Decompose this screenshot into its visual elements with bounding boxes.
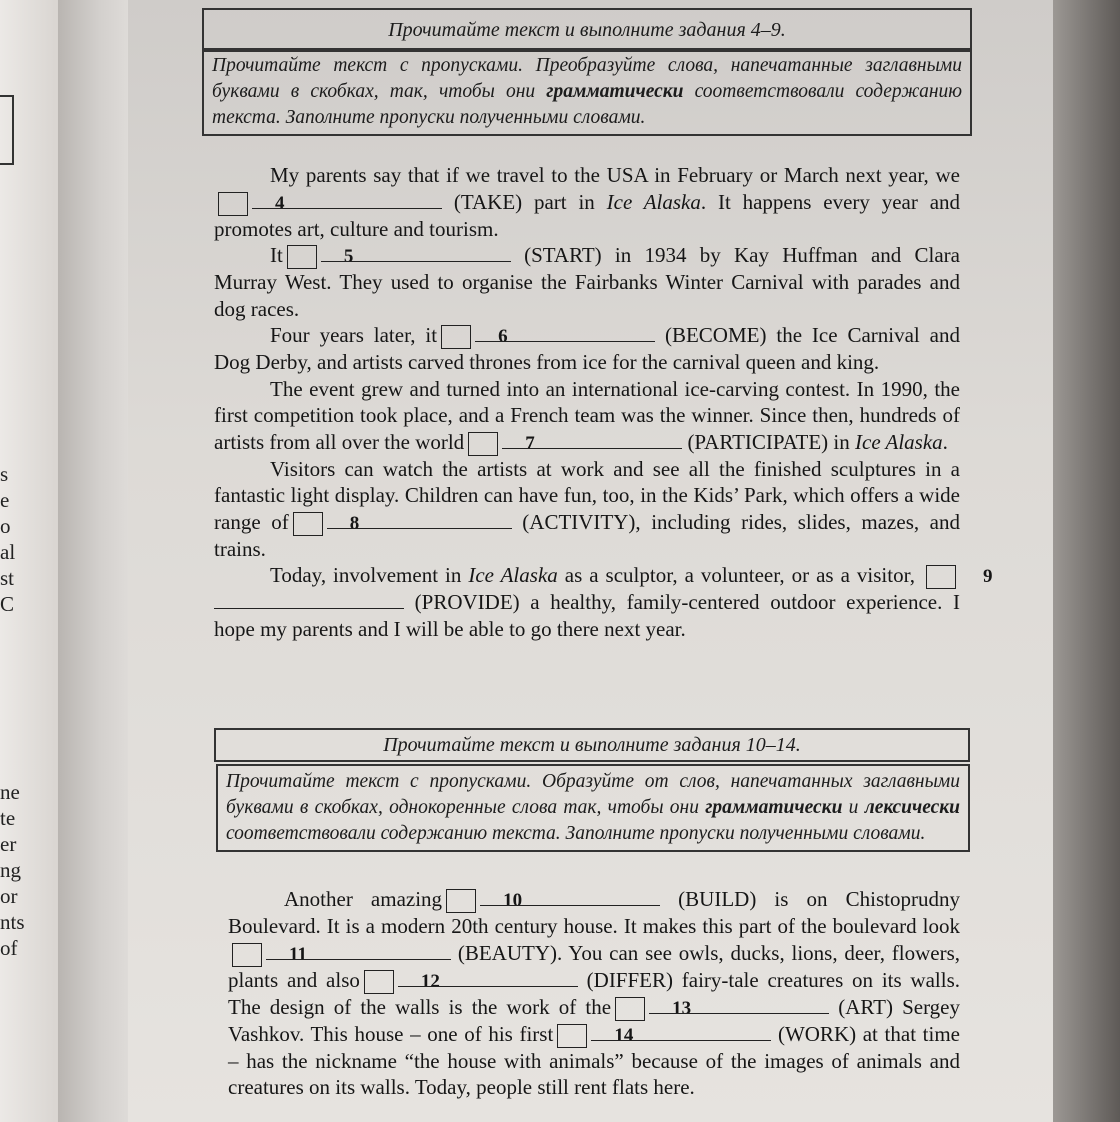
page-edge [1053,0,1120,1122]
left-fragment: ne [0,780,20,804]
text: (PARTICIPATE) in [687,429,855,454]
instruction-text: Прочитайте текст с пропусками. Образуйте от слов, напечатанных заглавными буквами в скобках, однокоренные слова так, чтобы они [226,771,960,818]
left-fragment: o [0,514,11,538]
text: Four years later, it [270,323,438,347]
left-fragment: ng [0,858,21,882]
text: (WORK) at that time – has the nickname “the house with animals” because of the images of animals and creatures on its walls. Today, people still rent flats here. [228,1021,960,1099]
text: (PROVIDE) a healthy, family-centered outdoor experience. I hope my parents and I will be able to go there next year. [214,590,960,641]
text: The event grew and turned into an international ice-carving contest. In 1990, the first competition took place, and a French team was the winner. Since then, hundreds of artists from all over the world [214,376,960,454]
text: (ACTIVITY), including rides, slides, mazes, and trains. [214,509,961,561]
instruction-text: соответствовали содержанию текста. Заполните пропуски полученными словами. [226,823,926,844]
gap-number-9: 9 [926,565,956,589]
paragraph [214,456,960,563]
section2-instruction [216,764,970,852]
answer-blank-5[interactable] [321,243,511,262]
paragraph [214,322,960,376]
left-fragment: s [0,462,9,486]
text: It [270,243,283,267]
gap-number-14: 14 [557,1024,587,1048]
left-page-box [0,95,14,165]
left-page [0,0,58,1122]
left-fragment: of [0,936,18,960]
text-italic: Ice Alaska [468,563,558,587]
answer-blank-11[interactable] [266,941,451,960]
text-ice-alaska [214,162,993,642]
paragraph [214,162,960,242]
gap-number-8: 8 [293,512,323,536]
instruction-text: и [842,797,865,818]
text-house-with-animals [228,886,960,1101]
text: (TAKE) part in [453,189,607,214]
answer-blank-7[interactable] [502,430,682,449]
text: Today, involvement in [270,563,469,587]
answer-blank-13[interactable] [649,995,829,1014]
left-fragment: e [0,488,10,512]
text: (START) in 1934 by Kay Huffman and Clara Murray West. They used to organise the Fairbanks Winter Carnival with parades and dog races. [214,243,960,321]
left-fragment: al [0,540,16,564]
text-italic: Ice Alaska [606,189,701,214]
text: as a sculptor, a volunteer, or as a visitor, [557,563,915,587]
left-fragment: C [0,592,15,616]
answer-blank-9[interactable] [214,590,404,609]
instruction-bold: грамматически [705,797,843,818]
section1-title: Прочитайте текст и выполните задания 4–9. [202,8,972,52]
instruction-bold: лексически [864,797,961,818]
text: Visitors can watch the artists at work and see all the finished sculptures in a fantastic light display. Children can have fun, too, in the Kids’ Park, which offers a wide range of [214,456,960,534]
text: Another amazing [284,887,443,911]
book-gutter [58,0,128,1122]
section1-instruction [202,48,972,136]
paragraph [214,562,993,642]
gap-number-12: 12 [364,970,394,994]
answer-blank-6[interactable] [475,323,655,342]
text: (DIFFER) fairy-tale creatures on its walls. The design of the walls is the work of the [228,967,961,1019]
text-italic: Ice Alaska [855,429,943,454]
gap-number-7: 7 [468,432,498,456]
gap-number-6: 6 [441,325,471,349]
gap-number-13: 13 [615,997,645,1021]
answer-blank-8[interactable] [327,510,512,529]
left-fragment: or [0,884,18,908]
paragraph [214,242,960,322]
paragraph [214,376,960,456]
gap-number-10: 10 [446,889,476,913]
gap-number-4: 4 [218,192,248,216]
text: (BEAUTY). You can see owls, ducks, lions, deer, flowers, plants and also [228,940,961,992]
instruction-bold: грамматически [546,81,684,102]
answer-blank-4[interactable] [252,190,442,209]
answer-blank-12[interactable] [398,968,578,987]
instruction-text: Прочитайте текст с пропусками. Преобразуйте слова, напечатанные заглавными буквами в скобках, так, чтобы они [212,55,962,102]
text: . It happens every year and promotes art, culture and tourism. [214,189,961,241]
text: . [942,429,948,454]
text: (BECOME) the Ice Carnival and Dog Derby, and artists carved thrones from ice for the carnival queen and king. [214,323,960,374]
gap-number-11: 11 [232,943,262,967]
left-fragment: te [0,806,16,830]
left-fragment: er [0,832,17,856]
section2-title: Прочитайте текст и выполните задания 10–14. [214,728,970,762]
left-fragment: st [0,566,15,590]
answer-blank-14[interactable] [591,1022,771,1041]
left-fragment: nts [0,910,25,934]
text: (BUILD) is on Chistoprudny Boulevard. It is a modern 20th century house. It makes this part of the boulevard look [228,887,960,938]
paragraph [228,886,960,1101]
instruction-text: соответствовали содержанию текста. Заполните пропуски полученными словами. [212,81,962,128]
text: (ART) Sergey Vashkov. This house – one of his first [228,994,961,1046]
gap-number-5: 5 [287,245,317,269]
answer-blank-10[interactable] [480,887,660,906]
text: My parents say that if we travel to the USA in February or March next year, we [270,163,960,187]
